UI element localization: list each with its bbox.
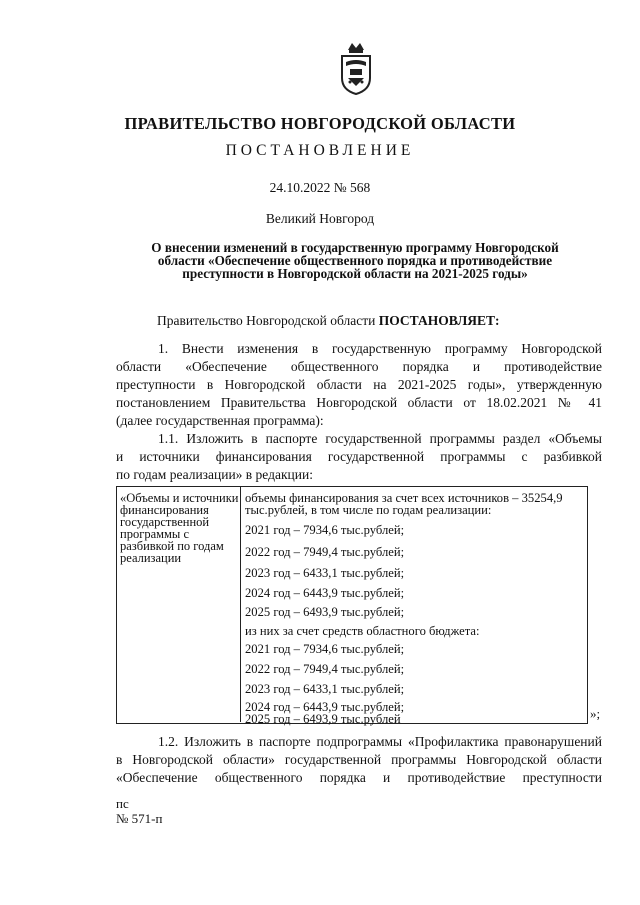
paragraph-1-1-line: по годам реализации» в редакции: [116,467,313,482]
government-name: ПРАВИТЕЛЬСТВО НОВГОРОДСКОЙ ОБЛАСТИ [124,114,516,133]
paragraph-1-line: (далее государственная программа): [116,413,324,428]
paragraph-1-line: преступности в Новгородской области на 2021-2025 годы», утвержденную [116,377,602,392]
table-row: 2021 год – 7934,6 тыс.рублей; [245,642,405,656]
table-column-divider [240,486,241,722]
paragraph-1-line: 1. Внести изменения в государственную программу Новгородской [158,341,602,356]
coat-of-arms-emblem [338,40,374,96]
table-head-cell: объемы финансирования за счет всех источников – 35254,9 тыс.рублей, в том числе по годам реализации: [245,491,563,517]
table-row: 2021 год – 7934,6 тыс.рублей; [245,523,405,537]
paragraph-1-line: постановлением Правительства Новгородской области от 18.02.2021 № 41 [116,395,602,410]
document-title: О внесении изменений в государственную программу Новгородской области «Обеспечение общественного порядка и противодействие преступности в Новгородской области на 2021-2025 годы» [151,240,559,281]
paragraph-1-1-line: 1.1. Изложить в паспорте государственной программы раздел «Объемы [158,431,602,446]
table-row: 2022 год – 7949,4 тыс.рублей; [245,545,405,559]
date-and-number: 24.10.2022 № 568 [269,180,371,195]
document-type: ПОСТАНОВЛЕНИЕ [225,142,415,159]
city: Великий Новгород [265,211,375,226]
preamble-lead: Правительство Новгородской области [157,313,376,328]
table-row: 2024 год – 6443,9 тыс.рублей; [245,586,405,600]
table-row: 2022 год – 7949,4 тыс.рублей; [245,662,405,676]
table-left-cell: «Объемы и источники финансирования государственной программы с разбивкой по годам реализации [120,491,239,565]
preamble [157,312,500,330]
paragraph-1-2-line: 1.2. Изложить в паспорте подпрограммы «Профилактика правонарушений [158,734,602,749]
table-row: 2025 год – 6493,9 тыс.рублей; [245,605,405,619]
paragraph-1-2-line: в Новгородской области» государственной программы Новгородской области [116,752,602,767]
paragraph-1-line: области «Обеспечение общественного порядка и противодействие [116,359,602,374]
table-row: 2024 год – 6443,9 тыс.рублей; [245,700,405,714]
table-closing-mark: »; [590,706,601,721]
preamble-bold: ПОСТАНОВЛЯЕТ: [378,313,500,328]
paragraph-1-1-line: и источники финансирования государственной программы с разбивкой [116,449,602,464]
paragraph-1-2-line: «Обеспечение общественного порядка и противодействие преступности [116,770,602,785]
table-row: 2023 год – 6433,1 тыс.рублей; [245,682,405,696]
table-row: 2023 год – 6433,1 тыс.рублей; [245,566,405,580]
footer-number: № 571-п [116,811,163,826]
footer-code: пс [116,796,129,811]
table-row: 2025 год – 6493,9 тыс.рублей [245,712,401,726]
table-row: из них за счет средств областного бюджета: [245,624,480,638]
